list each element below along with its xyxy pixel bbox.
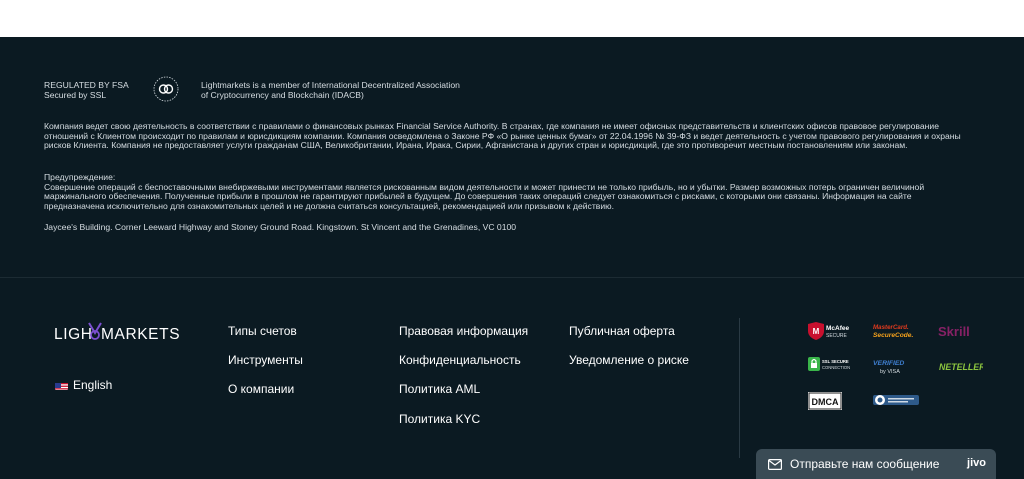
nav-instruments[interactable]: Инструменты	[228, 353, 303, 367]
member-line-1: Lightmarkets is a member of International Decentralized Association	[201, 80, 460, 90]
warning-text: Совершение операций с беспоставочными внебиржевыми инструментами является рискованным видом деятельности и может принести не только прибыль, но и убытки. Размер возможных потерь ограничен величиной маржинального обеспечения. Полученные прибыли в прошлом не гарантируют прибылей в будущем. До совершения таких операций следует ознакомиться с рисками, с которыми они связаны. Информация на сайте предназначена исключительно для ознакомительных целей и не должна считаться консультацией, рекомендацией или призывом к действию.	[44, 181, 925, 211]
regulated-text: REGULATED BY FSA	[44, 80, 129, 90]
nav-privacy[interactable]: Конфиденциальность	[399, 353, 521, 367]
language-selector[interactable]	[55, 378, 112, 392]
mastercard-label-2: SecureCode.	[873, 332, 914, 339]
secure-seal-icon	[873, 393, 919, 412]
ssl-label-1: SSL SECURE	[822, 359, 849, 364]
ssl-label-2: CONNECTION	[822, 365, 851, 370]
top-white-bar	[0, 0, 1024, 37]
nav-account-types[interactable]: Типы счетов	[228, 324, 297, 338]
chat-label: Отправьте нам сообщение	[790, 457, 940, 471]
site-logo[interactable]	[54, 318, 189, 344]
secured-text: Secured by SSL	[44, 89, 107, 100]
nav-risk-notice[interactable]: Уведомление о риске	[569, 353, 689, 367]
nav-legal-info[interactable]: Правовая информация	[399, 324, 529, 338]
visa-label-1: VERIFIED	[873, 360, 905, 367]
disclaimer-paragraph: Компания ведет свою деятельность в соответствии с правилами о финансовых рынках Financial Service Authority. В странах, где компания не имеет офисных представительств и клиентских офисов правовое регулирование отношений с Клиентом происходит по правилам и юрисдикциям компании. Компания осведомлена о Законе РФ «О рынке ценных бумаг» от 22.04.1996 № 39-ФЗ и ведет деятельность с учетом правового регулирования и охраны рисков Клиента. Компания не предоставляет услуги гражданам США, Великобритании, Ирана, Ирака, Сирии, Афганистана и других стран и юрисдикций, где это противоречит местным постановлениям или законам.	[44, 121, 961, 151]
logo-graphic	[54, 318, 189, 344]
skrill-label: Skrill	[938, 324, 970, 339]
footer-info-section	[0, 37, 1024, 277]
visa-label-2: by VISA	[880, 369, 900, 375]
skrill-badge	[938, 323, 978, 344]
envelope-icon	[768, 459, 782, 470]
verified-by-visa-badge	[873, 356, 913, 381]
mastercard-label-1: MasterCard.	[873, 324, 909, 331]
nav-public-offer[interactable]: Публичная оферта	[569, 324, 675, 338]
us-flag-icon	[55, 381, 68, 390]
dmca-label: DMCA	[811, 397, 839, 407]
neteller-label: NETELLER	[939, 362, 983, 372]
member-line-2: of Cryptocurrency and Blockchain (IDACB)	[201, 89, 364, 100]
mastercard-securecode-badge	[873, 322, 919, 345]
mcafee-label-1: McAfee	[826, 325, 850, 332]
warning-title: Предупреждение:	[44, 172, 116, 182]
regulation-block	[44, 81, 129, 100]
company-address: Jaycee's Building. Corner Leeward Highway and Stoney Ground Road. Kingstown. St Vincent and the Grenadines, VC 0100	[44, 222, 517, 232]
mcafee-badge	[807, 322, 855, 345]
nav-aml-policy[interactable]: Политика AML	[399, 382, 481, 396]
ssl-secure-badge	[808, 356, 854, 377]
vertical-divider	[739, 318, 740, 458]
neteller-badge	[939, 359, 983, 378]
mcafee-label-2: SECURE	[826, 333, 847, 339]
logo-text-right: MARKETS	[101, 326, 181, 343]
risk-warning	[44, 173, 974, 211]
jivo-logo: jivo	[967, 457, 986, 469]
dmca-badge	[808, 392, 842, 415]
nav-about[interactable]: О компании	[228, 382, 295, 396]
logo-text-left: LIGH	[54, 326, 93, 343]
member-block	[201, 81, 460, 100]
section-divider	[0, 277, 1024, 278]
nav-kyc-policy[interactable]: Политика KYC	[399, 412, 481, 426]
idacb-badge-icon	[153, 76, 179, 102]
svg-text:M: M	[812, 327, 820, 336]
language-label: English	[73, 378, 113, 392]
